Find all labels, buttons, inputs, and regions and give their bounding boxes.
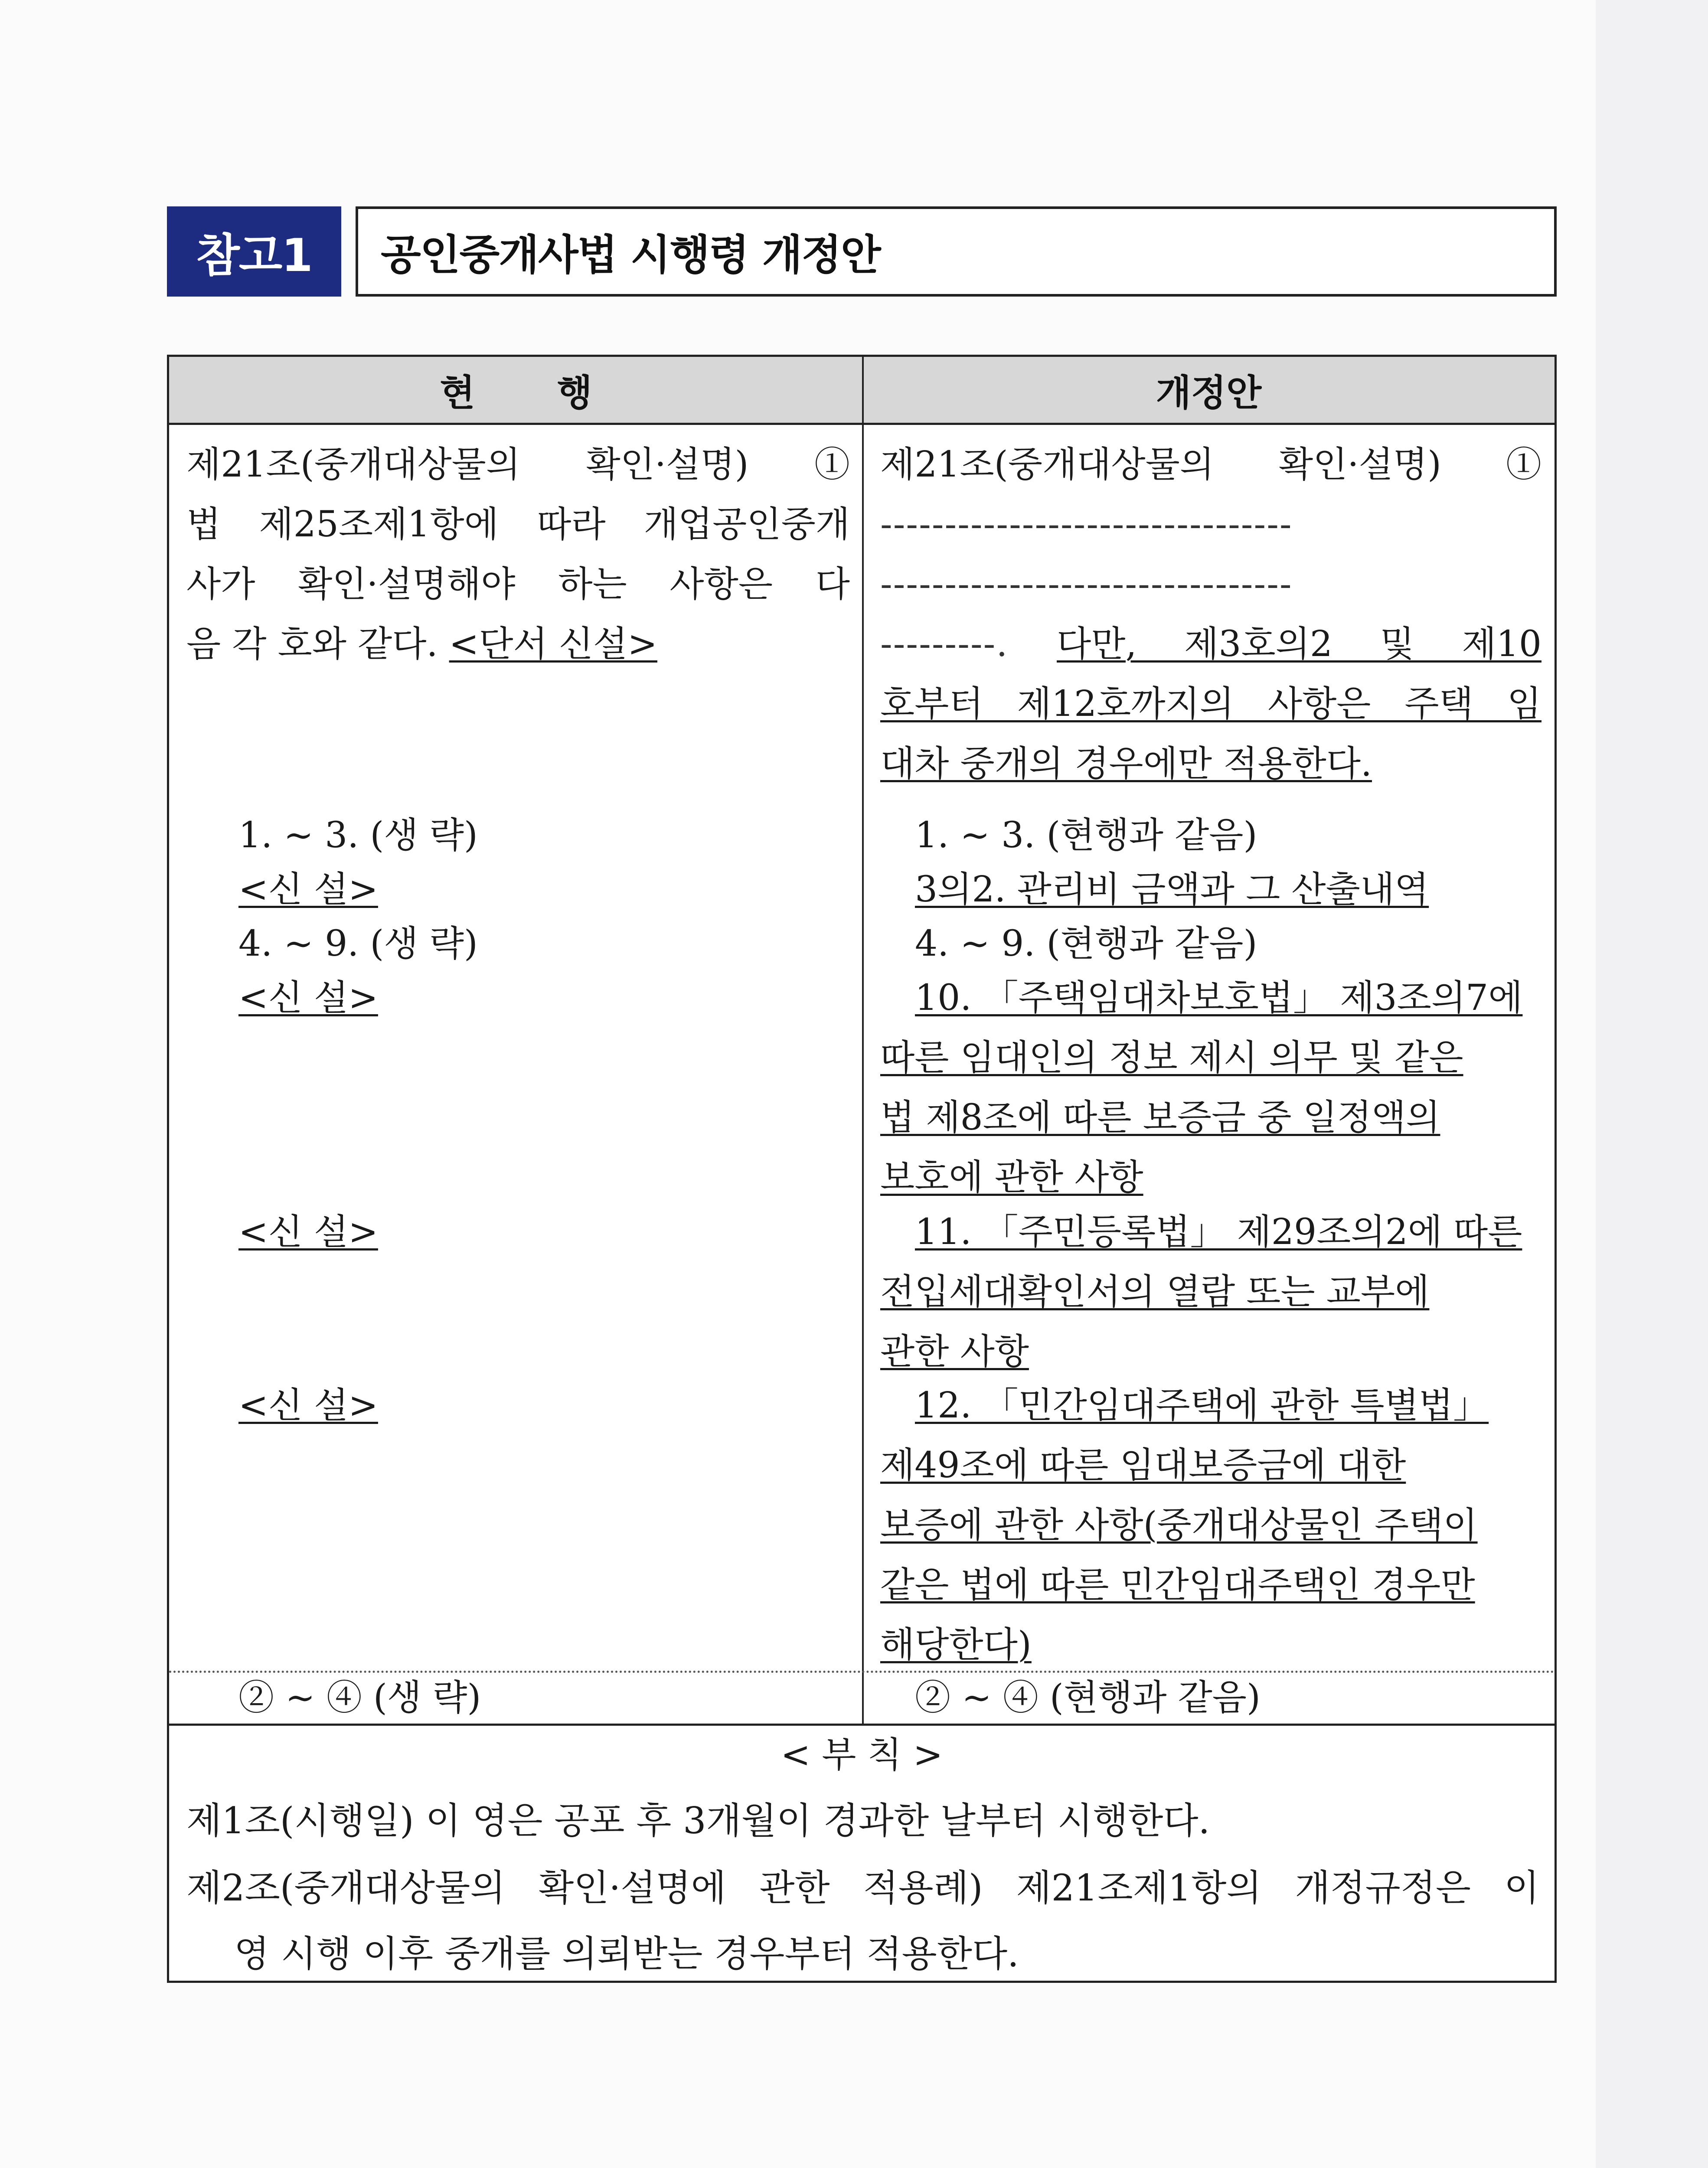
current-article-text [186,435,850,674]
text-span: 10. 「주택임대차보호법」 제3조의7에 [915,977,1523,1019]
text-line [880,1088,1541,1148]
text-line: 영 시행 이후 중개를 의뢰받는 경우부터 적용한다. [234,1933,1019,1975]
text-line [880,1028,1541,1088]
text-line: 법 제25조제1항에 따라 개업공인중개 [186,504,850,545]
text-line [880,1202,1541,1262]
text-line [880,1322,1541,1382]
annex-separator [169,1724,1555,1726]
title-block [167,206,1557,297]
text-span: 해당한다) [880,1624,1032,1665]
header-current: 현 행 [440,371,627,414]
text-line: 제2조(중개대상물의 확인·설명에 관한 적용례) 제21조제1항의 개정규정은 이 [186,1867,1539,1909]
text-span: 관한 사항 [880,1331,1029,1372]
amended-item-4-9: 4. ~ 9. (현행과 같음) [915,923,1257,964]
new-marker-text: <신 설> [238,869,378,910]
reference-badge: 참고1 [167,206,341,297]
addenda-article-2 [186,1855,1539,1987]
text-line [880,674,1541,734]
text-line [880,1495,1541,1555]
text-span: 대차 중개의 경우에만 적용한다. [880,743,1372,784]
text-line [880,614,1541,674]
text-span: 보증에 관한 사항(중개대상물인 주택이 [880,1505,1478,1546]
text-line [880,1148,1541,1208]
header-amended: 개정안 [1156,371,1262,414]
comparison-table [167,355,1557,1983]
text-line: -------------------------------- [880,564,1293,605]
text-line [186,614,850,674]
current-item-1-3: 1. ~ 3. (생 략) [238,815,478,856]
text-span: 보호에 관한 사항 [880,1157,1143,1198]
text-span: 12. 「민간임대주택에 관한 특별법」 [915,1385,1489,1426]
document-title: 공인중개사법 시행령 개정안 [356,206,1557,297]
amended-item-12 [880,1376,1541,1675]
current-new-marker [186,1376,902,1436]
amended-item-3-2 [880,860,1576,920]
text-line [880,734,1541,794]
text-line [880,1262,1541,1322]
text-span: 3의2. 관리비 금액과 그 산출내역 [915,869,1429,910]
new-marker-text: <신 설> [238,1385,378,1426]
text-span: 다만, 제3호의2 및 제10 [1057,624,1541,665]
amended-article-text [880,435,1541,794]
current-item-4-9: 4. ~ 9. (생 략) [238,923,478,964]
text-line: 제21조(중개대상물의 확인·설명) ① [880,444,1541,485]
text-span: 제49조에 따른 임대보증금에 대한 [880,1445,1406,1486]
amended-item-10 [880,968,1541,1208]
text-span: ---------. [880,624,1057,665]
amended-item-2-4: ② ~ ④ (현행과 같음) [915,1677,1261,1718]
text-line: -------------------------------- [880,504,1293,545]
current-new-marker [186,1202,902,1262]
text-line [880,1376,1541,1436]
text-span: 법 제8조에 따른 보증금 중 일정액의 [880,1097,1440,1138]
amended-item-1-3: 1. ~ 3. (현행과 같음) [915,815,1257,856]
addenda-article-1: 제1조(시행일) 이 영은 공포 후 3개월이 경과한 날부터 시행한다. [186,1799,1210,1842]
text-span: 같은 법에 따른 민간임대주택인 경우만 [880,1564,1475,1606]
column-divider [862,357,864,1726]
text-span: 11. 「주민등록법」 제29조의2에 따른 [915,1211,1522,1253]
current-item-2-4: ② ~ ④ (생 략) [238,1677,481,1718]
text-span: 호부터 제12호까지의 사항은 주택 임 [880,683,1541,725]
addenda-title: < 부 칙 > [781,1734,943,1776]
text-span: 음 각 호와 같다. [186,624,449,665]
text-span: 전입세대확인서의 열람 또는 교부에 [880,1271,1430,1313]
text-span: 따른 임대인의 정보 제시 의무 및 같은 [880,1037,1463,1078]
new-proviso-marker: <단서 신설> [449,624,657,665]
text-line [880,1436,1541,1495]
text-line: 사가 확인·설명해야 하는 사항은 다 [186,564,850,605]
text-line [880,1555,1541,1615]
text-line [880,968,1541,1028]
text-line: 제21조(중개대상물의 확인·설명) ① [186,444,850,485]
new-marker-text: <신 설> [238,977,378,1019]
new-marker-text: <신 설> [238,1211,378,1253]
text-line [880,1615,1541,1675]
amended-item-11 [880,1202,1541,1382]
current-new-marker [186,860,902,920]
current-new-marker [186,968,902,1028]
